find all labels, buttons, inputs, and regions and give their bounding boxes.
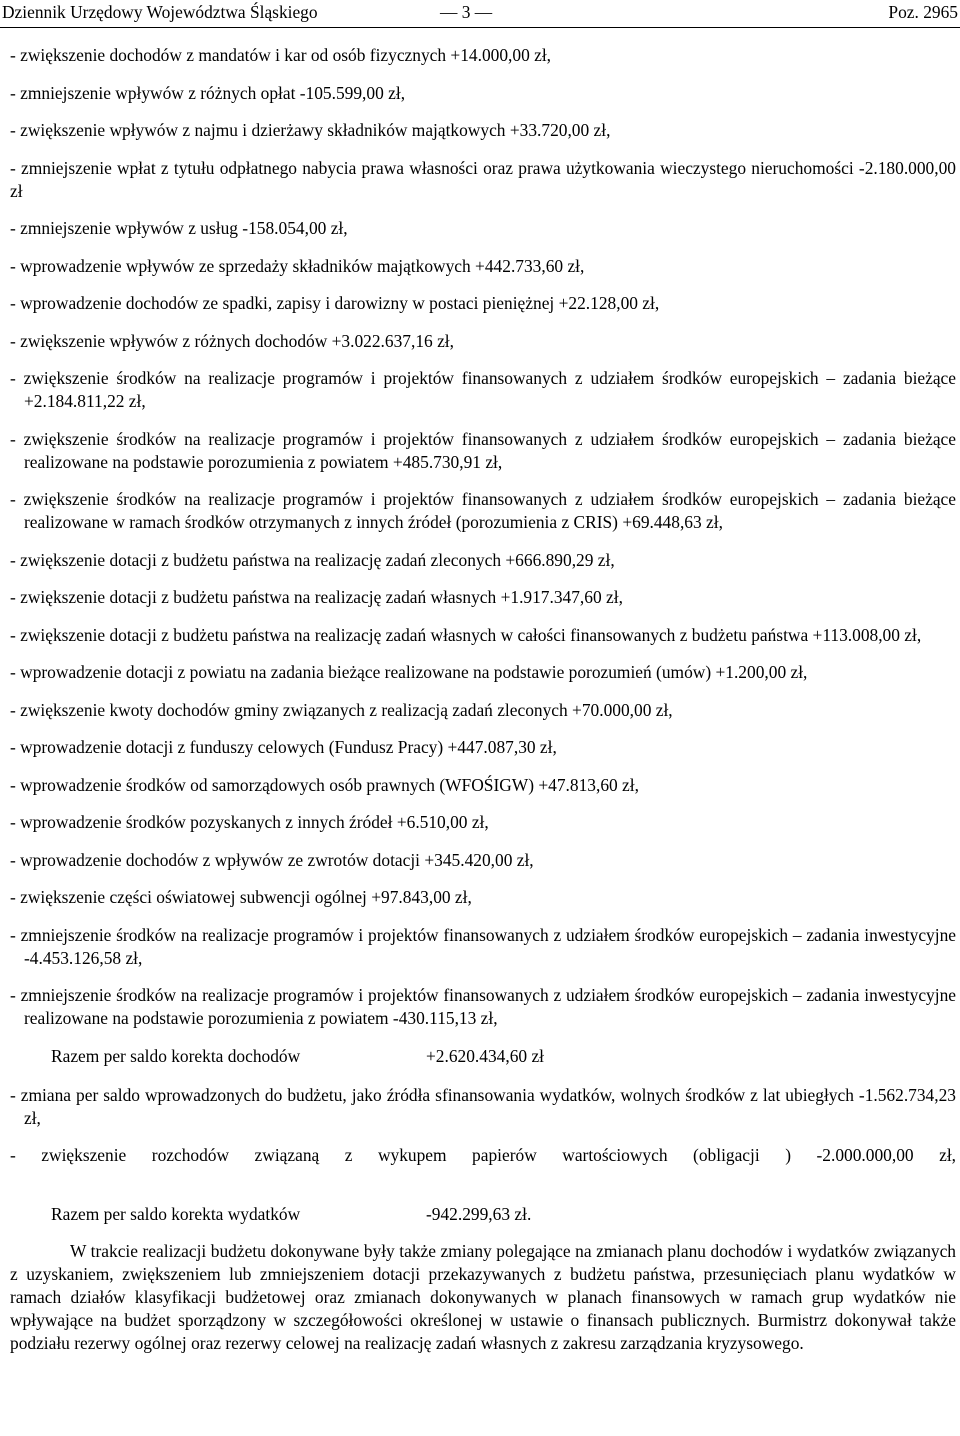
list-item: - zwiększenie środków na realizacje programów i projektów finansowanych z udziałem środków europejskich – zadania bieżące realizowane w ramach środków otrzymanych z innych źródeł (porozumienia z CRIS) +69.448,63 zł, <box>10 489 956 532</box>
list-item: - zwiększenie dotacji z budżetu państwa na realizację zadań własnych w całości finansowanych z budżetu państwa +113.008,00 zł, <box>10 624 922 645</box>
closing-paragraph: W trakcie realizacji budżetu dokonywane były także zmiany polegające na zmianach planu dochodów i wydatków związanych z uzyskaniem, zwiększeniem lub zmniejszeniem dotacji przekazywanych z budżetu państwa, przesunięciach planu wydatków w ramach działów klasyfikacji budżetowej oraz zmianach dokonywanych w planach finansowych w ramach grup wydatków nie wpływające na budżet sporządzony w szczegółowości określonej w ustawie o finansach publicznych. Burmistrz dokonywał także podziału rezerwy ogólnej oraz rezerwy celowej na realizację zadań własnych z zakresu zarządzania kryzysowego. <box>10 1241 956 1353</box>
list-item: - zmniejszenie wpłat z tytułu odpłatnego nabycia prawa własności oraz prawa użytkowania wieczystego nieruchomości -2.180.000,00 zł <box>10 157 956 201</box>
list-item: - wprowadzenie dochodów z wpływów ze zwrotów dotacji +345.420,00 zł, <box>10 849 534 870</box>
list-item: - zmniejszenie środków na realizacje programów i projektów finansowanych z udziałem środków europejskich – zadania inwestycyjne -4.453.126,58 zł, <box>10 924 956 968</box>
page-header <box>0 0 960 28</box>
list-item: - zwiększenie kwoty dochodów gminy związanych z realizacją zadań zleconych +70.000,00 zł, <box>10 699 673 720</box>
income-summary-label: Razem per saldo korekta dochodów <box>51 1045 301 1066</box>
expense-summary-label: Razem per saldo korekta wydatków <box>51 1204 301 1224</box>
list-item: - wprowadzenie dochodów ze spadki, zapisy i darowizny w postaci pieniężnej +22.128,00 zł, <box>10 293 660 313</box>
list-item: - wprowadzenie dotacji z powiatu na zadania bieżące realizowane na podstawie porozumień (umów) +1.200,00 zł, <box>10 662 808 682</box>
list-item: - zmiana per saldo wprowadzonych do budżetu, jako źródła sfinansowania wydatków, wolnych środków z lat ubiegłych -1.562.734,23 zł, <box>10 1084 956 1128</box>
list-item: - zwiększenie dotacji z budżetu państwa na realizację zadań własnych +1.917.347,60 zł, <box>10 587 623 607</box>
list-item: - zwiększenie wpływów z najmu i dzierżawy składników majątkowych +33.720,00 zł, <box>10 120 611 140</box>
list-item: - zwiększenie części oświatowej subwencji ogólnej +97.843,00 zł, <box>10 887 472 907</box>
list-item: - zwiększenie rozchodów związaną z wykupem papierów wartościowych (obligacji ) -2.000.000,00 zł, <box>10 1145 956 1165</box>
list-item: - zwiększenie środków na realizacje programów i projektów finansowanych z udziałem środków europejskich – zadania bieżące +2.184.811,22 zł, <box>10 368 956 411</box>
income-summary <box>51 1045 956 1068</box>
list-item: - wprowadzenie środków od samorządowych osób prawnych (WFOŚIGW) +47.813,60 zł, <box>10 774 639 795</box>
list-item: - zmniejszenie wpływów z usług -158.054,00 zł, <box>10 218 348 238</box>
list-item: - wprowadzenie wpływów ze sprzedaży składników majątkowych +442.733,60 zł, <box>10 255 585 276</box>
list-item: - zwiększenie środków na realizacje programów i projektów finansowanych z udziałem środków europejskich – zadania bieżące realizowane na podstawie porozumienia z powiatem +485.730,91 zł, <box>10 428 956 472</box>
list-item: - zwiększenie wpływów z różnych dochodów +3.022.637,16 zł, <box>10 330 454 351</box>
page-number: — 3 — <box>440 2 493 22</box>
position-number: Poz. 2965 <box>888 2 958 22</box>
list-item: - zwiększenie dochodów z mandatów i kar od osób fizycznych +14.000,00 zł, <box>10 45 552 65</box>
list-item: - wprowadzenie środków pozyskanych z innych źródeł +6.510,00 zł, <box>10 812 489 832</box>
journal-title: Dziennik Urzędowy Województwa Śląskiego <box>2 2 318 22</box>
income-summary-value: +2.620.434,60 zł <box>426 1045 545 1066</box>
document-body <box>10 44 956 1355</box>
expense-summary <box>51 1203 956 1226</box>
expense-summary-value: -942.299,63 zł. <box>426 1204 532 1224</box>
list-item: - zmniejszenie środków na realizacje programów i projektów finansowanych z udziałem środków europejskich – zadania inwestycyjne realizowane na podstawie porozumienia z powiatem -430.115,13 zł, <box>10 985 956 1028</box>
list-item: - wprowadzenie dotacji z funduszy celowych (Fundusz Pracy) +447.087,30 zł, <box>10 737 557 757</box>
list-item: - zmniejszenie wpływów z różnych opłat -105.599,00 zł, <box>10 82 406 103</box>
list-item: - zwiększenie dotacji z budżetu państwa na realizację zadań zleconych +666.890,29 zł, <box>10 549 615 570</box>
